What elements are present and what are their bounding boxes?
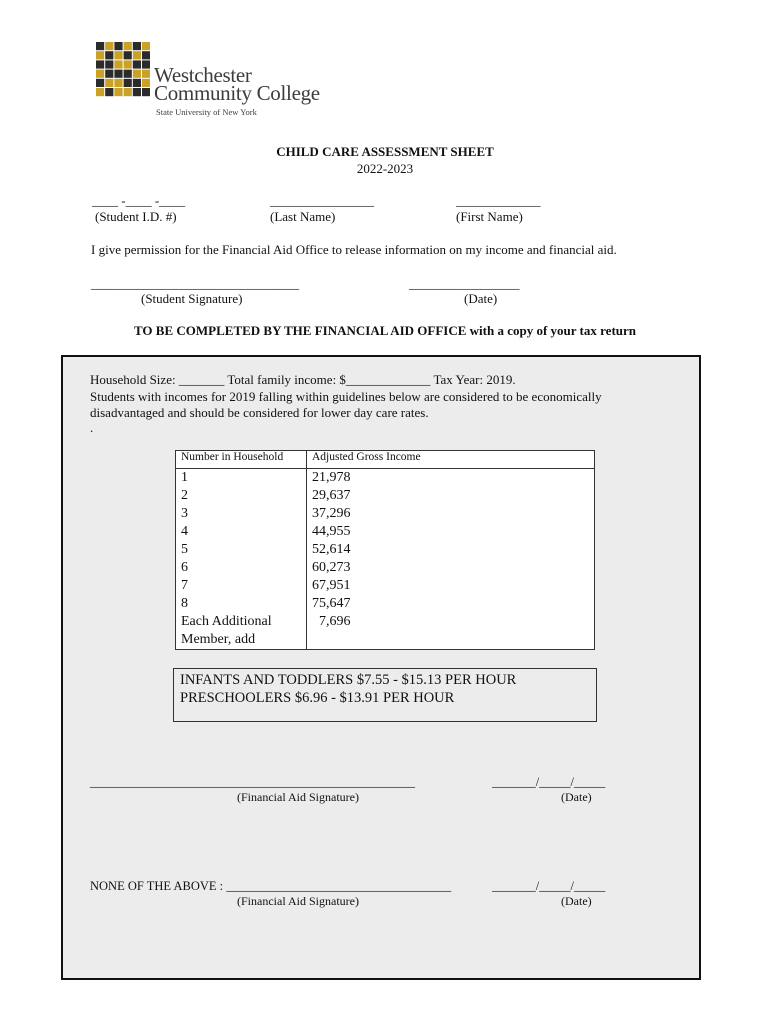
household-count-cell: 3 bbox=[176, 505, 307, 523]
college-logo-mark bbox=[96, 42, 150, 98]
logo-tile bbox=[105, 51, 113, 59]
logo-tile bbox=[96, 70, 104, 78]
stray-dot: . bbox=[90, 420, 94, 435]
income-guideline-table bbox=[175, 450, 595, 650]
logo-tile bbox=[114, 60, 122, 68]
preschooler-rate: PRESCHOOLERS $6.96 - $13.91 PER HOUR bbox=[180, 690, 455, 706]
logo-tile bbox=[105, 79, 113, 87]
student-signature-field[interactable]: ________________________________ bbox=[91, 276, 299, 291]
logo-subtitle: State University of New York bbox=[156, 107, 257, 117]
logo-tile bbox=[105, 70, 113, 78]
income-limit-cell: 44,955 bbox=[307, 523, 595, 541]
logo-tile bbox=[142, 79, 150, 87]
financial-aid-date-field-1[interactable]: _______/_____/_____ bbox=[492, 775, 606, 789]
guideline-text-2: disadvantaged and should be considered for lower day care rates. bbox=[90, 405, 429, 420]
logo-tile bbox=[124, 60, 132, 68]
household-count-cell: 7 bbox=[176, 577, 307, 595]
student-date-field[interactable]: _________________ bbox=[409, 276, 520, 291]
student-id-field[interactable]: ____ -____ -____ bbox=[92, 193, 186, 208]
logo-text-community-college: Community College bbox=[154, 81, 320, 105]
last-name-label: (Last Name) bbox=[270, 209, 336, 224]
logo-tile bbox=[133, 70, 141, 78]
financial-aid-signature-label-2: (Financial Aid Signature) bbox=[237, 894, 359, 908]
household-size-line[interactable]: Household Size: _______ Total family income: $_____________ Tax Year: 2019. bbox=[90, 372, 516, 387]
logo-tile bbox=[124, 88, 132, 96]
table-row bbox=[176, 523, 595, 541]
page-title: CHILD CARE ASSESSMENT SHEET bbox=[276, 144, 494, 159]
additional-member-label-line-1: Each Additional bbox=[181, 614, 272, 629]
logo-tile bbox=[124, 51, 132, 59]
logo-tile bbox=[96, 60, 104, 68]
table-row bbox=[176, 577, 595, 595]
table-row bbox=[176, 469, 595, 488]
logo-tile bbox=[133, 79, 141, 87]
additional-member-label-line-2: Member, add bbox=[181, 632, 256, 647]
financial-aid-date-label-2: (Date) bbox=[561, 894, 592, 908]
logo-tile bbox=[96, 42, 104, 50]
income-limit-cell: 75,647 bbox=[307, 595, 595, 613]
household-count-cell: 8 bbox=[176, 595, 307, 613]
financial-aid-signature-field-1[interactable]: ____________________________________________________ bbox=[90, 775, 415, 789]
table-row bbox=[176, 487, 595, 505]
student-signature-label: (Student Signature) bbox=[141, 291, 243, 306]
logo-tile bbox=[124, 70, 132, 78]
logo-tile bbox=[142, 88, 150, 96]
income-limit-cell: 21,978 bbox=[307, 469, 595, 488]
household-count-cell: 2 bbox=[176, 487, 307, 505]
last-name-field[interactable]: ________________ bbox=[270, 193, 374, 208]
none-of-the-above-signature-field[interactable]: NONE OF THE ABOVE : ____________________________________ bbox=[90, 879, 452, 893]
student-date-label: (Date) bbox=[464, 291, 498, 306]
logo-tile bbox=[124, 42, 132, 50]
table-row bbox=[176, 505, 595, 523]
table-row bbox=[176, 595, 595, 613]
logo-tile bbox=[142, 70, 150, 78]
permission-statement: I give permission for the Financial Aid Office to release information on my income and financial aid. bbox=[91, 242, 617, 257]
table-row bbox=[176, 559, 595, 577]
table-row bbox=[176, 541, 595, 559]
logo-tile bbox=[114, 88, 122, 96]
household-count-cell: 1 bbox=[176, 469, 307, 488]
hourly-rates-box bbox=[173, 668, 597, 722]
income-limit-cell: 29,637 bbox=[307, 487, 595, 505]
income-limit-cell: 67,951 bbox=[307, 577, 595, 595]
logo-tile bbox=[105, 42, 113, 50]
table-row-additional-member bbox=[176, 613, 595, 650]
office-notice: TO BE COMPLETED BY THE FINANCIAL AID OFFICE with a copy of your tax return bbox=[134, 323, 636, 338]
additional-member-amount: 7,696 bbox=[307, 613, 595, 650]
header-adjusted-gross-income: Adjusted Gross Income bbox=[307, 451, 595, 469]
table-header-row bbox=[176, 451, 595, 469]
infant-toddler-rate: INFANTS AND TODDLERS $7.55 - $15.13 PER HOUR bbox=[180, 672, 517, 688]
academic-year: 2022-2023 bbox=[356, 161, 414, 176]
logo-tile bbox=[133, 88, 141, 96]
logo-tile bbox=[96, 88, 104, 96]
first-name-label: (First Name) bbox=[456, 209, 523, 224]
household-count-cell: 4 bbox=[176, 523, 307, 541]
logo-tile bbox=[105, 60, 113, 68]
student-id-label: (Student I.D. #) bbox=[95, 209, 177, 224]
logo-tile bbox=[105, 88, 113, 96]
first-name-field[interactable]: _____________ bbox=[456, 193, 541, 208]
logo-tile bbox=[133, 42, 141, 50]
income-limit-cell: 37,296 bbox=[307, 505, 595, 523]
income-limit-cell: 60,273 bbox=[307, 559, 595, 577]
guideline-text-1: Students with incomes for 2019 falling within guidelines below are considered to be economically bbox=[90, 389, 602, 404]
logo-tile bbox=[124, 79, 132, 87]
logo-tile bbox=[114, 79, 122, 87]
logo-tile bbox=[133, 60, 141, 68]
logo-tile bbox=[114, 42, 122, 50]
logo-tile bbox=[114, 51, 122, 59]
logo-tile bbox=[96, 79, 104, 87]
logo-tile bbox=[133, 51, 141, 59]
financial-aid-date-label-1: (Date) bbox=[561, 790, 592, 804]
logo-tile bbox=[142, 60, 150, 68]
financial-aid-signature-label-1: (Financial Aid Signature) bbox=[237, 790, 359, 804]
income-limit-cell: 52,614 bbox=[307, 541, 595, 559]
household-count-cell: 5 bbox=[176, 541, 307, 559]
logo-tile bbox=[96, 51, 104, 59]
household-count-cell: 6 bbox=[176, 559, 307, 577]
header-number-in-household: Number in Household bbox=[176, 451, 307, 469]
additional-member-label bbox=[176, 613, 307, 650]
logo-text-westchester: Westchester bbox=[154, 63, 252, 87]
financial-aid-date-field-2[interactable]: _______/_____/_____ bbox=[492, 879, 606, 893]
logo-tile bbox=[114, 70, 122, 78]
logo-tile bbox=[142, 42, 150, 50]
logo-tile bbox=[142, 51, 150, 59]
